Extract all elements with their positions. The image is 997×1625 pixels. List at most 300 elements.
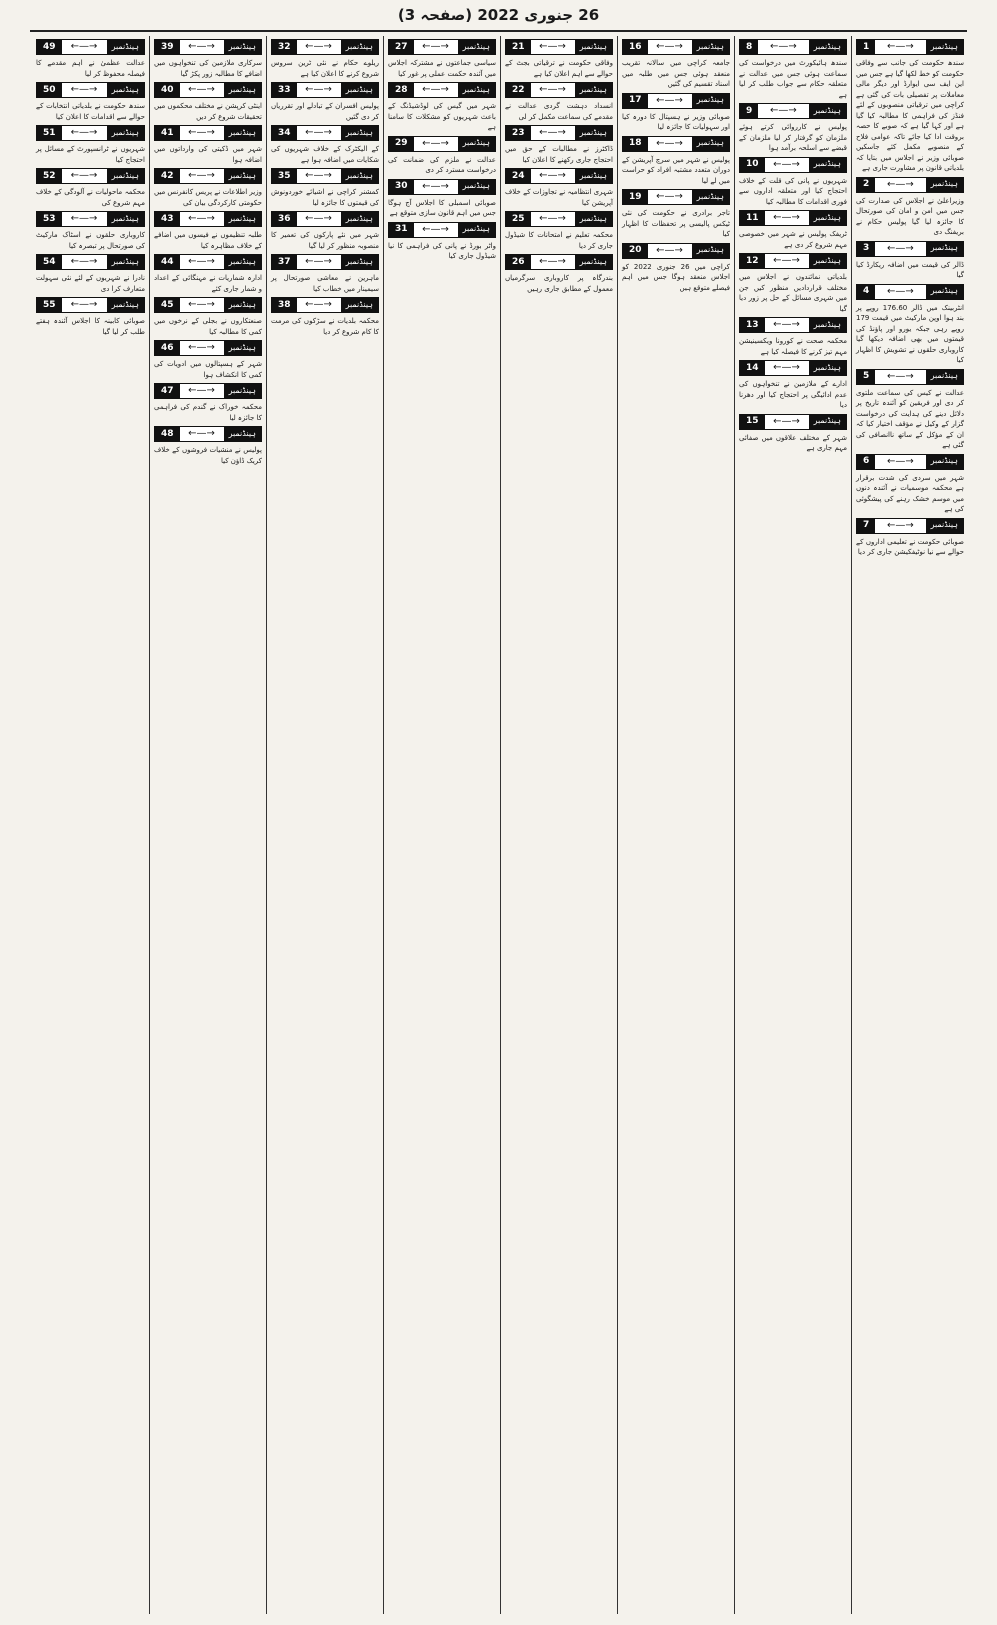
item-text: طلبہ تنظیموں نے فیسوں میں اضافے کے خلاف مظاہرہ کیا	[154, 231, 262, 250]
item-tag	[739, 414, 847, 430]
item-label: ہینڈنمبر	[107, 298, 144, 312]
item-number: 33	[272, 83, 297, 97]
item-tag	[271, 211, 379, 227]
item-number: 37	[272, 255, 297, 269]
item-number: 13	[740, 318, 765, 332]
double-arrow-icon: ←—→	[188, 342, 215, 353]
double-arrow-icon: ←—→	[188, 41, 215, 52]
item-text: شہریوں نے ٹرانسپورٹ کے مسائل پر احتجاج کیا	[36, 145, 145, 164]
item-label: ہینڈنمبر	[575, 212, 612, 226]
double-arrow-icon: ←—→	[305, 299, 332, 310]
item-number: 47	[155, 384, 180, 398]
item-tag	[36, 39, 145, 55]
item-number: 54	[37, 255, 62, 269]
item-label: ہینڈنمبر	[926, 285, 963, 299]
news-column	[149, 36, 266, 1614]
item-tag	[856, 39, 964, 55]
item-number: 9	[740, 104, 758, 118]
double-arrow-icon: ←—→	[422, 180, 449, 192]
item-number: 46	[155, 341, 180, 355]
double-arrow-icon: ←—→	[305, 41, 332, 52]
item-label: ہینڈنمبر	[341, 169, 378, 183]
item-text: سندھ حکومت کی جانب سے وفاقی حکومت کو خط لکھا گیا ہے جس میں این ایف سی ایوارڈ اور دیگر مالی معاملات پر تفصیلی بات کی گئی ہے کراچی میں ترقیاتی منصوبوں کے لئے فنڈز کی فراہمی کا مطالبہ کیا گیا ہے اور کہا گیا ہے کہ صوبے کا حصہ بروقت ادا کیا جائے تاکہ عوامی فلاح کے منصوبے مکمل کئے جاسکیں صوبائی وزیر نے اجلاس میں بتایا کہ بلدیاتی قانون پر مشاورت جاری ہے	[856, 59, 964, 172]
news-item	[856, 518, 964, 558]
item-text: عدالت نے ملزم کی ضمانت کی درخواست مسترد کر دی	[388, 155, 496, 174]
item-number: 17	[623, 94, 648, 108]
columns-container	[30, 36, 968, 1614]
news-item	[739, 317, 847, 357]
item-text: جامعہ کراچی میں سالانہ تقریب منعقد ہوئی جس میں طلبہ میں اسناد تقسیم کی گئیں	[622, 59, 730, 88]
item-text: شہر کے مختلف علاقوں میں صفائی مہم جاری ہے	[739, 433, 847, 452]
item-number: 38	[272, 298, 297, 312]
item-text: شہر میں ڈکیتی کی وارداتوں میں اضافہ ہوا	[154, 145, 262, 164]
news-item	[739, 210, 847, 250]
item-text: وزیراعلیٰ نے اجلاس کی صدارت کی جس میں امن و امان کی صورتحال کا جائزہ لیا گیا پولیس حکام نے بریفنگ دی	[856, 196, 964, 236]
item-label: ہینڈنمبر	[926, 370, 963, 384]
item-text: محکمہ صحت نے کورونا ویکسینیشن مہم تیز کرنے کا فیصلہ کیا ہے	[739, 337, 847, 356]
double-arrow-icon: ←—→	[70, 127, 98, 138]
news-item	[36, 297, 145, 337]
item-tag	[622, 189, 730, 205]
item-text: کمشنر کراچی نے اشیائے خوردونوش کی قیمتوں کا جائزہ لیا	[271, 188, 379, 207]
item-label: ہینڈنمبر	[458, 180, 495, 194]
item-text: نادرا نے شہریوں کے لئے نئی سہولت متعارف کرا دی	[36, 274, 145, 293]
page-header	[0, 0, 997, 30]
news-item	[856, 241, 964, 281]
news-item	[154, 82, 262, 122]
news-item	[388, 179, 496, 219]
news-column	[266, 36, 383, 1614]
item-tag	[271, 82, 379, 98]
double-arrow-icon: ←—→	[422, 137, 449, 149]
item-label: ہینڈنمبر	[926, 178, 963, 192]
item-tag	[739, 253, 847, 269]
item-number: 16	[623, 40, 648, 54]
item-number: 15	[740, 415, 765, 429]
item-number: 43	[155, 212, 180, 226]
item-number: 8	[740, 40, 758, 54]
item-tag	[388, 136, 496, 152]
item-tag	[856, 369, 964, 385]
item-number: 20	[623, 244, 648, 258]
item-tag	[739, 103, 847, 119]
item-label: ہینڈنمبر	[809, 158, 846, 172]
double-arrow-icon: ←—→	[887, 242, 914, 254]
item-number: 45	[155, 298, 180, 312]
double-arrow-icon: ←—→	[656, 94, 683, 106]
double-arrow-icon: ←—→	[539, 256, 566, 267]
double-arrow-icon: ←—→	[70, 41, 98, 52]
header-rule	[30, 30, 967, 32]
item-text: سیاسی جماعتوں نے مشترکہ اجلاس میں آئندہ حکمت عملی پر غور کیا	[388, 59, 496, 78]
double-arrow-icon: ←—→	[422, 223, 449, 235]
item-label: ہینڈنمبر	[575, 169, 612, 183]
item-label: ہینڈنمبر	[809, 254, 846, 268]
item-tag	[856, 177, 964, 193]
double-arrow-icon: ←—→	[422, 41, 449, 52]
item-tag	[154, 254, 262, 270]
item-tag	[739, 210, 847, 226]
item-text: محکمہ بلدیات نے سڑکوں کی مرمت کا کام شروع کر دیا	[271, 317, 379, 336]
item-text: سندھ حکومت نے بلدیاتی انتخابات کے حوالے سے اقدامات کا اعلان کیا	[36, 102, 145, 121]
item-tag	[856, 518, 964, 534]
double-arrow-icon: ←—→	[770, 105, 797, 116]
double-arrow-icon: ←—→	[305, 256, 332, 267]
item-label: ہینڈنمبر	[341, 212, 378, 226]
double-arrow-icon: ←—→	[188, 170, 215, 181]
news-item	[154, 211, 262, 251]
item-tag	[739, 317, 847, 333]
double-arrow-icon: ←—→	[188, 299, 215, 310]
item-number: 22	[506, 83, 531, 97]
item-tag	[622, 93, 730, 109]
news-item	[36, 211, 145, 251]
item-tag	[36, 297, 145, 313]
item-number: 48	[155, 427, 180, 441]
double-arrow-icon: ←—→	[773, 362, 800, 373]
double-arrow-icon: ←—→	[539, 213, 566, 224]
item-tag	[36, 211, 145, 227]
item-tag	[505, 82, 613, 98]
item-label: ہینڈنمبر	[224, 212, 261, 226]
item-text: سرکاری ملازمین کی تنخواہوں میں اضافے کا مطالبہ زور پکڑ گیا	[154, 59, 262, 78]
item-text: بلدیاتی نمائندوں نے اجلاس میں مختلف قراردادیں منظور کیں جن میں شہری مسائل کے حل پر زور دیا گیا	[739, 273, 847, 313]
item-label: ہینڈنمبر	[224, 40, 261, 54]
item-tag	[36, 168, 145, 184]
item-number: 24	[506, 169, 531, 183]
item-label: ہینڈنمبر	[341, 298, 378, 312]
item-tag	[622, 243, 730, 259]
item-text: ادارے کے ملازمین نے تنخواہوں کی عدم ادائیگی پر احتجاج کیا اور دھرنا دیا	[739, 380, 847, 409]
item-tag	[622, 136, 730, 152]
item-text: صنعتکاروں نے بجلی کے نرخوں میں کمی کا مطالبہ کیا	[154, 317, 262, 336]
news-item	[505, 39, 613, 79]
item-tag	[856, 454, 964, 470]
double-arrow-icon: ←—→	[188, 256, 215, 267]
double-arrow-icon: ←—→	[70, 256, 98, 267]
news-item	[505, 125, 613, 165]
news-item	[622, 243, 730, 294]
item-tag	[271, 297, 379, 313]
item-tag	[505, 168, 613, 184]
news-item	[856, 454, 964, 515]
item-tag	[505, 211, 613, 227]
news-item	[856, 39, 964, 174]
news-item	[856, 177, 964, 238]
item-label: ہینڈنمبر	[224, 427, 261, 441]
item-label: ہینڈنمبر	[926, 242, 963, 256]
item-text: صوبائی کابینہ کا اجلاس آئندہ ہفتے طلب کر لیا گیا	[36, 317, 145, 336]
double-arrow-icon: ←—→	[539, 84, 566, 95]
double-arrow-icon: ←—→	[305, 170, 332, 181]
news-item	[271, 168, 379, 208]
item-text: پولیس نے کارروائی کرتے ہوئے ملزمان کو گرفتار کر لیا ملزمان کے قبضے سے اسلحہ برآمد ہوا	[739, 123, 847, 152]
item-number: 7	[857, 519, 875, 533]
item-tag	[856, 241, 964, 257]
item-number: 34	[272, 126, 297, 140]
double-arrow-icon: ←—→	[539, 170, 566, 181]
item-label: ہینڈنمبر	[809, 211, 846, 225]
news-item	[154, 297, 262, 337]
item-text: صوبائی حکومت نے تعلیمی اداروں کے حوالے سے نیا نوٹیفکیشن جاری کر دیا	[856, 537, 964, 556]
double-arrow-icon: ←—→	[539, 41, 566, 52]
item-number: 41	[155, 126, 180, 140]
news-item	[388, 82, 496, 133]
item-number: 50	[37, 83, 62, 97]
news-item	[739, 157, 847, 208]
item-tag	[739, 39, 847, 55]
item-label: ہینڈنمبر	[341, 83, 378, 97]
item-number: 14	[740, 361, 765, 375]
double-arrow-icon: ←—→	[656, 41, 683, 52]
item-label: ہینڈنمبر	[224, 83, 261, 97]
item-label: ہینڈنمبر	[926, 519, 963, 533]
item-number: 35	[272, 169, 297, 183]
item-text: عدالت نے کیس کی سماعت ملتوی کر دی اور فریقین کو آئندہ تاریخ پر دلائل دینے کی ہدایت کی درخواست گزار کے وکیل نے مؤقف اختیار کیا کہ ان کے مؤکل کے ساتھ ناانصافی کی گئی ہے	[856, 388, 964, 449]
news-item	[271, 211, 379, 251]
item-text: محکمہ خوراک نے گندم کی فراہمی کا جائزہ لیا	[154, 403, 262, 422]
double-arrow-icon: ←—→	[887, 41, 914, 52]
news-column	[32, 36, 149, 1614]
item-number: 55	[37, 298, 62, 312]
item-tag	[622, 39, 730, 55]
item-tag	[36, 82, 145, 98]
item-tag	[388, 82, 496, 98]
item-label: ہینڈنمبر	[458, 83, 495, 97]
double-arrow-icon: ←—→	[887, 519, 914, 531]
item-label: ہینڈنمبر	[224, 298, 261, 312]
item-number: 53	[37, 212, 62, 226]
item-label: ہینڈنمبر	[341, 40, 378, 54]
news-item	[739, 39, 847, 100]
news-item	[271, 125, 379, 165]
double-arrow-icon: ←—→	[656, 137, 683, 149]
item-tag	[505, 39, 613, 55]
item-number: 5	[857, 370, 875, 384]
item-label: ہینڈنمبر	[458, 223, 495, 237]
item-tag	[388, 222, 496, 238]
item-number: 19	[623, 190, 648, 204]
double-arrow-icon: ←—→	[305, 84, 332, 95]
double-arrow-icon: ←—→	[887, 285, 914, 297]
item-number: 27	[389, 40, 414, 54]
double-arrow-icon: ←—→	[305, 127, 332, 138]
news-item	[622, 93, 730, 133]
double-arrow-icon: ←—→	[188, 428, 215, 439]
news-item	[739, 360, 847, 411]
item-label: ہینڈنمبر	[107, 169, 144, 183]
item-label: ہینڈنمبر	[224, 384, 261, 398]
double-arrow-icon: ←—→	[188, 127, 215, 138]
news-item	[388, 39, 496, 79]
item-text: ماہرین نے معاشی صورتحال پر سیمینار میں خطاب کیا	[271, 274, 379, 293]
item-text: ڈاکٹرز نے مطالبات کے حق میں احتجاج جاری رکھنے کا اعلان کیا	[505, 145, 613, 164]
news-item	[739, 414, 847, 454]
item-label: ہینڈنمبر	[926, 40, 963, 54]
news-item	[154, 125, 262, 165]
item-text: شہر میں گیس کی لوڈشیڈنگ کے باعث شہریوں کو مشکلات کا سامنا ہے	[388, 102, 496, 131]
item-number: 10	[740, 158, 765, 172]
news-item	[36, 254, 145, 294]
double-arrow-icon: ←—→	[773, 255, 800, 266]
news-item	[154, 39, 262, 79]
item-tag	[154, 340, 262, 356]
news-item	[622, 39, 730, 90]
double-arrow-icon: ←—→	[422, 84, 449, 95]
item-text: بندرگاہ پر کاروباری سرگرمیاں معمول کے مطابق جاری رہیں	[505, 274, 613, 293]
item-label: ہینڈنمبر	[809, 415, 846, 429]
item-number: 18	[623, 137, 648, 151]
double-arrow-icon: ←—→	[656, 244, 683, 256]
item-tag	[154, 297, 262, 313]
item-number: 6	[857, 455, 875, 469]
item-label: ہینڈنمبر	[224, 341, 261, 355]
news-item	[505, 82, 613, 122]
news-item	[739, 103, 847, 154]
item-label: ہینڈنمبر	[692, 40, 729, 54]
item-number: 26	[506, 255, 531, 269]
news-item	[36, 168, 145, 208]
item-text: کاروباری حلقوں نے اسٹاک مارکیٹ کی صورتحال پر تبصرہ کیا	[36, 231, 145, 250]
double-arrow-icon: ←—→	[656, 191, 683, 202]
item-tag	[505, 254, 613, 270]
page-date-title: 26 جنوری 2022 (صفحہ 3)	[397, 6, 600, 24]
item-tag	[36, 254, 145, 270]
item-number: 36	[272, 212, 297, 226]
item-tag	[154, 168, 262, 184]
item-text: شہر میں نئے پارکوں کی تعمیر کا منصوبہ منظور کر لیا گیا	[271, 231, 379, 250]
item-text: شہری انتظامیہ نے تجاوزات کے خلاف آپریشن کیا	[505, 188, 613, 207]
double-arrow-icon: ←—→	[188, 213, 215, 224]
item-label: ہینڈنمبر	[692, 190, 729, 204]
item-label: ہینڈنمبر	[107, 83, 144, 97]
item-text: تاجر برادری نے حکومت کی نئی ٹیکس پالیسی پر تحفظات کا اظہار کیا	[622, 209, 730, 238]
news-item	[856, 284, 964, 366]
item-text: انسداد دہشت گردی عدالت نے مقدمے کی سماعت مکمل کر لی	[505, 102, 613, 121]
news-item	[856, 369, 964, 451]
double-arrow-icon: ←—→	[188, 385, 215, 396]
item-text: صوبائی وزیر نے ہسپتال کا دورہ کیا اور سہولیات کا جائزہ لیا	[622, 112, 730, 131]
double-arrow-icon: ←—→	[887, 455, 914, 467]
item-tag	[154, 125, 262, 141]
item-text: وزیر اطلاعات نے پریس کانفرنس میں حکومتی کارکردگی بیان کی	[154, 188, 262, 207]
double-arrow-icon: ←—→	[773, 158, 800, 170]
item-text: انٹربینک میں ڈالر 176.60 روپے پر بند ہوا اوپن مارکیٹ میں قیمت 179 روپے رہی جبکہ یورو اور پاؤنڈ کی قیمتوں میں بھی اضافہ دیکھا گیا کاروباری حلقوں نے تشویش کا اظہار کیا	[856, 303, 964, 364]
double-arrow-icon: ←—→	[887, 178, 914, 190]
item-number: 39	[155, 40, 180, 54]
item-number: 1	[857, 40, 875, 54]
item-text: پولیس افسران کے تبادلے اور تقرریاں کر دی گئیں	[271, 102, 379, 121]
double-arrow-icon: ←—→	[188, 84, 215, 95]
item-text: صوبائی اسمبلی کا اجلاس آج ہوگا جس میں اہم قانون سازی متوقع ہے	[388, 198, 496, 217]
item-tag	[154, 383, 262, 399]
item-tag	[388, 179, 496, 195]
double-arrow-icon: ←—→	[773, 212, 800, 223]
item-label: ہینڈنمبر	[224, 169, 261, 183]
item-text: شہر کے ہسپتالوں میں ادویات کی کمی کا انکشاف ہوا	[154, 360, 262, 379]
item-label: ہینڈنمبر	[107, 212, 144, 226]
double-arrow-icon: ←—→	[539, 127, 566, 138]
item-tag	[154, 82, 262, 98]
item-label: ہینڈنمبر	[458, 137, 495, 151]
item-number: 40	[155, 83, 180, 97]
item-tag	[388, 39, 496, 55]
item-number: 3	[857, 242, 875, 256]
item-label: ہینڈنمبر	[107, 126, 144, 140]
news-column	[851, 36, 968, 1614]
item-text: سندھ ہائیکورٹ میں درخواست کی سماعت ہوئی جس میں عدالت نے متعلقہ حکام سے جواب طلب کر لیا ہے	[739, 59, 847, 99]
news-column	[617, 36, 734, 1614]
item-number: 23	[506, 126, 531, 140]
item-text: شہریوں نے پانی کی قلت کے خلاف احتجاج کیا اور متعلقہ اداروں سے فوری اقدامات کا مطالبہ کیا	[739, 176, 847, 206]
item-text: ریلوے حکام نے نئی ٹرین سروس شروع کرنے کا اعلان کیا ہے	[271, 59, 379, 78]
item-number: 52	[37, 169, 62, 183]
item-label: ہینڈنمبر	[458, 40, 495, 54]
item-label: ہینڈنمبر	[809, 361, 846, 375]
double-arrow-icon: ←—→	[773, 319, 800, 330]
news-item	[36, 125, 145, 165]
item-label: ہینڈنمبر	[224, 255, 261, 269]
item-tag	[271, 254, 379, 270]
item-label: ہینڈنمبر	[107, 40, 144, 54]
item-label: ہینڈنمبر	[575, 255, 612, 269]
item-tag	[271, 168, 379, 184]
item-number: 49	[37, 40, 62, 54]
news-item	[36, 82, 145, 122]
item-tag	[739, 360, 847, 376]
item-number: 11	[740, 211, 765, 225]
news-item	[505, 254, 613, 294]
news-item	[154, 254, 262, 294]
news-item	[271, 39, 379, 79]
item-text: کے الیکٹرک کے خلاف شہریوں کی شکایات میں اضافہ ہوا ہے	[271, 145, 379, 164]
news-item	[622, 189, 730, 240]
item-tag	[154, 211, 262, 227]
double-arrow-icon: ←—→	[70, 170, 98, 181]
item-label: ہینڈنمبر	[809, 104, 846, 118]
news-item	[154, 426, 262, 466]
item-number: 29	[389, 137, 414, 151]
item-number: 21	[506, 40, 531, 54]
item-label: ہینڈنمبر	[341, 126, 378, 140]
news-item	[271, 297, 379, 337]
news-item	[271, 82, 379, 122]
news-item	[739, 253, 847, 314]
news-column	[500, 36, 617, 1614]
item-label: ہینڈنمبر	[692, 244, 729, 258]
double-arrow-icon: ←—→	[770, 41, 797, 52]
item-text: عدالت عظمیٰ نے اہم مقدمے کا فیصلہ محفوظ کر لیا	[36, 59, 145, 78]
item-text: محکمہ تعلیم نے امتحانات کا شیڈول جاری کر دیا	[505, 231, 613, 250]
item-text: ادارہ شماریات نے مہنگائی کے اعداد و شمار جاری کئے	[154, 274, 262, 293]
item-number: 30	[389, 180, 414, 194]
double-arrow-icon: ←—→	[70, 299, 98, 310]
item-label: ہینڈنمبر	[341, 255, 378, 269]
item-number: 28	[389, 83, 414, 97]
item-text: پولیس نے منشیات فروشوں کے خلاف کریک ڈاؤن کیا	[154, 446, 262, 465]
item-tag	[154, 426, 262, 442]
item-tag	[856, 284, 964, 300]
item-text: ڈالر کی قیمت میں اضافہ ریکارڈ کیا گیا	[856, 260, 964, 279]
news-item	[154, 340, 262, 380]
news-item	[505, 168, 613, 208]
double-arrow-icon: ←—→	[773, 415, 800, 427]
item-text: ٹریفک پولیس نے شہر میں خصوصی مہم شروع کر دی ہے	[739, 230, 847, 249]
item-text: اینٹی کرپشن نے مختلف محکموں میں تحقیقات شروع کر دیں	[154, 102, 262, 121]
double-arrow-icon: ←—→	[70, 213, 98, 224]
news-item	[622, 136, 730, 187]
item-label: ہینڈنمبر	[575, 126, 612, 140]
